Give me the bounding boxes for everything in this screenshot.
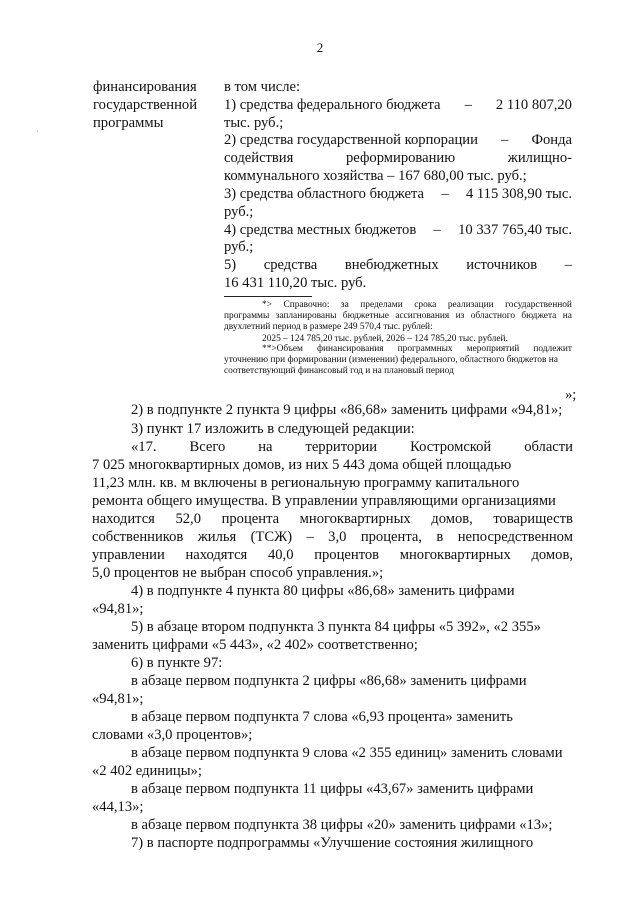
word: находится bbox=[92, 511, 155, 527]
funding-line: в том числе: bbox=[224, 79, 301, 95]
word: Костромской bbox=[410, 439, 492, 455]
word: товариществ bbox=[493, 511, 573, 527]
body-line: 4) в подпункте 4 пункта 80 цифры «86,68» заменить цифрами bbox=[131, 583, 515, 599]
footnote-line: 2025 – 124 785,20 тыс. рублей, 2026 – 124 785,20 тыс. рублей. bbox=[262, 334, 508, 344]
word: Всего bbox=[189, 439, 226, 455]
body-line: 5) в абзаце втором подпункта 3 пункта 84 цифры «5 392», «2 355» bbox=[131, 619, 541, 635]
word: «17. bbox=[131, 439, 157, 455]
word: средства bbox=[263, 257, 318, 273]
word: реализации bbox=[447, 300, 494, 310]
word: управлении bbox=[92, 547, 165, 563]
body-line: 11,23 млн. кв. м включены в региональную программу капитального bbox=[92, 475, 520, 491]
word: многоквартирных bbox=[299, 511, 411, 527]
word: территории bbox=[305, 439, 378, 455]
word: – bbox=[501, 132, 509, 148]
word: за bbox=[340, 300, 349, 310]
footnote-separator bbox=[224, 296, 312, 297]
word: области bbox=[524, 439, 573, 455]
funding-line: 16 431 110,20 тыс. руб. bbox=[224, 275, 367, 291]
footnote-line: соответствующий финансовый год и на плановый период bbox=[224, 366, 454, 376]
funding-line bbox=[224, 149, 572, 167]
word: домов, bbox=[431, 511, 473, 527]
word: 4) средства местных бюджетов bbox=[224, 222, 417, 238]
word: 5) bbox=[224, 257, 237, 273]
word: процента bbox=[221, 511, 280, 527]
body-line: «94,81»; bbox=[92, 601, 144, 617]
word: пределами bbox=[360, 300, 403, 310]
word: подлежит bbox=[533, 344, 572, 354]
word: – bbox=[433, 222, 441, 238]
body-line bbox=[92, 510, 573, 528]
footnote-line: уточнению при формировании (изменении) федерального, областного бюджетов на bbox=[224, 355, 558, 365]
funding-line bbox=[224, 256, 572, 274]
margin-mark: · bbox=[36, 127, 39, 136]
word: внебюджетных bbox=[344, 257, 439, 273]
word: ассигнования bbox=[395, 311, 450, 321]
body-line: «94,81»; bbox=[92, 691, 144, 707]
left-label-line: программы bbox=[93, 115, 164, 131]
word: – bbox=[306, 529, 314, 545]
page-number: 2 bbox=[316, 40, 324, 55]
left-label-line: финансирования bbox=[93, 79, 197, 95]
word: собственников bbox=[92, 529, 184, 545]
body-line bbox=[131, 438, 573, 456]
left-label-line: государственной bbox=[93, 97, 198, 113]
body-line: в абзаце первом подпункта 9 слова «2 355 единиц» заменить словами bbox=[131, 745, 563, 761]
funding-line: руб.; bbox=[224, 204, 254, 220]
body-line: заменить цифрами «5 443», «2 402» соответственно; bbox=[92, 637, 418, 653]
body-line: 2) в подпункте 2 пункта 9 цифры «86,68» заменить цифрами «94,81»; bbox=[131, 402, 563, 418]
word: программы bbox=[224, 311, 270, 321]
word: 40,0 bbox=[267, 547, 294, 563]
footnote-line: двухлетний период в размере 249 570,4 тыс. рублей: bbox=[224, 322, 433, 332]
body-line: «44,13»; bbox=[92, 799, 144, 815]
funding-line bbox=[224, 96, 572, 114]
word: жилья bbox=[197, 529, 237, 545]
body-line: 7 025 многоквартирных домов, из них 5 443 дома общей площадью bbox=[92, 457, 512, 473]
body-line: 3) пункт 17 изложить в следующей редакции: bbox=[131, 421, 415, 437]
word: областного bbox=[470, 311, 516, 321]
body-line: 6) в пункте 97: bbox=[131, 655, 223, 671]
word: домов, bbox=[531, 547, 573, 563]
word: мероприятий bbox=[466, 344, 520, 354]
word: процентов bbox=[314, 547, 380, 563]
word: жилищно- bbox=[507, 150, 572, 166]
word: 1) средства федерального бюджета bbox=[224, 97, 441, 113]
word: Справочно: bbox=[283, 300, 330, 310]
word: 2) средства государственной корпорации bbox=[224, 132, 478, 148]
body-line: ремонта общего имущества. В управлении управляющими организациями bbox=[92, 493, 556, 509]
body-line: словами «3,0 процентов»; bbox=[92, 727, 253, 743]
word: 3,0 bbox=[328, 529, 347, 545]
closing-quote: »; bbox=[565, 387, 577, 403]
body-line: «2 402 единицы»; bbox=[92, 763, 202, 779]
word: на bbox=[562, 311, 572, 321]
word: срока bbox=[414, 300, 437, 310]
word: (ТСЖ) bbox=[250, 529, 293, 545]
body-line: 5,0 процентов не выбран способ управления.»; bbox=[92, 565, 384, 581]
word: 3) средства областного бюджета bbox=[224, 186, 425, 202]
word: бюджетные bbox=[342, 311, 389, 321]
word: – bbox=[464, 97, 472, 113]
word: 2 110 807,20 bbox=[495, 97, 572, 113]
word: в bbox=[436, 529, 444, 545]
funding-line bbox=[224, 131, 572, 149]
word: финансирования bbox=[316, 344, 384, 354]
body-line: в абзаце первом подпункта 11 цифры «43,67» заменить цифрами bbox=[131, 781, 534, 797]
body-line: в абзаце первом подпункта 7 слова «6,93 процента» заменить bbox=[131, 709, 513, 725]
word: государственной bbox=[505, 300, 572, 310]
word: находятся bbox=[185, 547, 248, 563]
body-line: в абзаце первом подпункта 38 цифры «20» заменить цифрами «13»; bbox=[131, 817, 553, 833]
word: *> bbox=[262, 300, 272, 310]
word: 4 115 308,90 тыс. bbox=[465, 186, 572, 202]
word: бюджета bbox=[521, 311, 557, 321]
body-line bbox=[92, 528, 573, 546]
word: на bbox=[258, 439, 273, 455]
word: источников bbox=[466, 257, 538, 273]
word: программных bbox=[397, 344, 453, 354]
word: запланированы bbox=[275, 311, 337, 321]
word: процента, bbox=[360, 529, 422, 545]
word: многоквартирных bbox=[399, 547, 511, 563]
word: **>Объем bbox=[262, 344, 303, 354]
funding-line bbox=[224, 221, 572, 239]
body-line: в абзаце первом подпункта 2 цифры «86,68» заменить цифрами bbox=[131, 673, 527, 689]
word: 52,0 bbox=[175, 511, 201, 527]
word: реформированию bbox=[346, 150, 456, 166]
funding-line: тыс. руб.; bbox=[224, 115, 284, 131]
word: из bbox=[455, 311, 465, 321]
funding-line: коммунального хозяйства – 167 680,00 тыс. руб.; bbox=[224, 168, 527, 184]
word: – bbox=[564, 257, 572, 273]
word: Фонда bbox=[531, 132, 572, 148]
body-line bbox=[92, 546, 573, 564]
word: – bbox=[441, 186, 449, 202]
funding-line: руб.; bbox=[224, 239, 254, 255]
word: содействия bbox=[224, 150, 294, 166]
word: непосредственном bbox=[457, 529, 573, 545]
word: 10 337 765,40 тыс. bbox=[458, 222, 572, 238]
funding-line bbox=[224, 185, 572, 203]
body-line: 7) в паспорте подпрограммы «Улучшение состояния жилищного bbox=[131, 835, 534, 851]
